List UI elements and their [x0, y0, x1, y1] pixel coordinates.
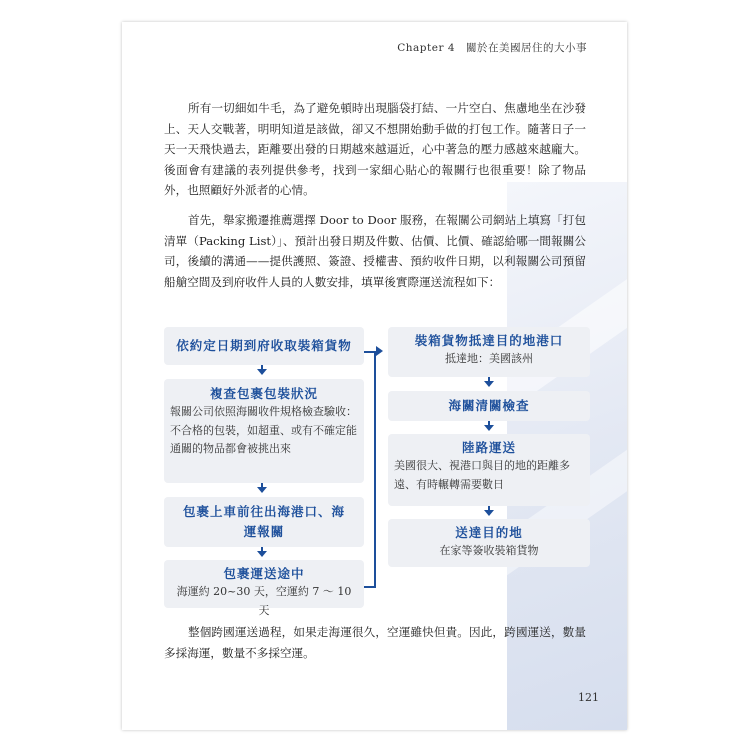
flow-step-pickup — [164, 327, 364, 365]
down-arrow-icon — [257, 551, 267, 557]
paragraph-3 — [164, 622, 586, 663]
flow-step-body: 在家等簽收裝箱貨物 — [439, 544, 539, 557]
flow-step-body: 報關公司依照海關收件規格檢查驗收：不合格的包裝，如超重、或有不確定能通關的物品都會被挑出來 — [170, 405, 357, 455]
down-arrow-icon — [257, 487, 267, 493]
flow-step-in-transit — [164, 560, 364, 617]
flow-step-arrival-port — [388, 327, 590, 377]
down-arrow-icon — [484, 510, 494, 516]
flow-step-title: 送達目的地 — [455, 525, 523, 540]
flow-step-customs — [388, 391, 590, 421]
flow-step-delivered — [388, 519, 590, 567]
right-arrow-icon — [376, 346, 383, 356]
flow-step-title: 陸路運送 — [461, 440, 516, 455]
paragraph-1-text: 所有一切細如牛毛，為了避免頓時出現腦袋打結、一片空白、焦慮地坐在沙發上、天人交戰著，明明知道是該做，卻又不想開始動手做的打包工作。隨著日子一天一天飛快過去，距離要出發的日期越來越逼近，心中著急的壓力感越來越龐大。後面會有建議的表列提供參考，找到一家細心貼心的報關行也很重要！除了物品外，也照顧好外派者的心情。 — [164, 101, 586, 198]
flow-step-title: 複查包裹包裝狀況 — [209, 386, 318, 401]
flow-connector-line — [364, 351, 376, 588]
flow-step-title: 包裹運送途中 — [223, 566, 305, 581]
flow-step-title: 包裹上車前往出海港口、海運報關 — [182, 504, 345, 539]
flow-step-port-departure — [164, 497, 364, 547]
flow-step-title: 依約定日期到府收取裝箱貨物 — [176, 338, 352, 353]
flow-step-land-transport — [388, 434, 590, 506]
flow-step-body: 美國很大、視港口與目的地的距離多遠、有時輾轉需要數日 — [394, 459, 570, 491]
flow-step-title: 裝箱貨物抵達目的地港口 — [414, 333, 564, 348]
paragraph-2 — [164, 210, 586, 292]
flow-step-title: 海關清關檢查 — [448, 398, 530, 413]
running-head: Chapter 4 關於在美國居住的大小事 — [397, 42, 587, 54]
paragraph-1 — [164, 98, 586, 201]
flow-step-inspection — [164, 379, 364, 483]
down-arrow-icon — [484, 425, 494, 431]
flow-step-body: 抵達地：美國該州 — [445, 352, 533, 365]
book-page — [122, 22, 627, 730]
paragraph-3-text: 整個跨國運送過程，如果走海運很久，空運雖快但貴。因此，跨國運送，數量多採海運，數量不多採空運。 — [164, 625, 586, 660]
down-arrow-icon — [484, 381, 494, 387]
flow-step-body: 海運約 20~30 天，空運約 7 ～ 10 天 — [176, 585, 352, 617]
paragraph-2-text: 首先，舉家搬遷推薦選擇 Door to Door 服務，在報關公司網站上填寫「打包清單（Packing List）」、預計出發日期及件數、估價、比價、確認給哪一間報關公司，後續的溝通——提供護照、簽證、授權書、預約收件日期，以利報關公司預留船艙空間及到府收件人員的人數安排，填單後實際運送流程如下： — [164, 213, 586, 289]
down-arrow-icon — [257, 369, 267, 375]
page-number: 121 — [578, 691, 599, 704]
